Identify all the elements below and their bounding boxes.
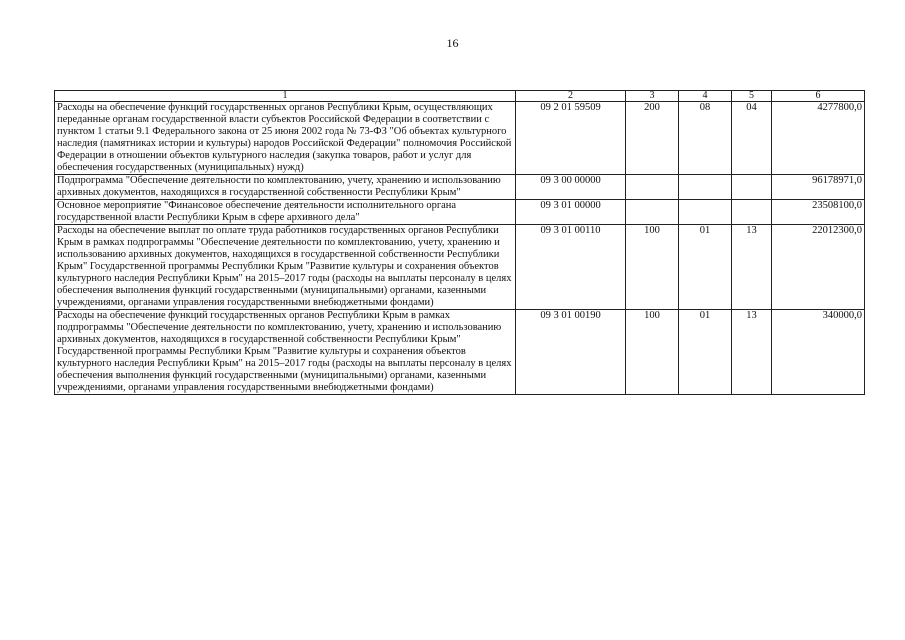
row-col4 bbox=[679, 175, 732, 200]
row-amount: 22012300,0 bbox=[772, 225, 865, 310]
row-code: 09 2 01 59509 bbox=[516, 102, 626, 175]
header-col-1: 1 bbox=[55, 91, 516, 102]
row-col5: 04 bbox=[732, 102, 772, 175]
header-col-4: 4 bbox=[679, 91, 732, 102]
row-col5: 13 bbox=[732, 310, 772, 395]
row-col5: 13 bbox=[732, 225, 772, 310]
table-row bbox=[55, 175, 865, 200]
row-col3 bbox=[626, 175, 679, 200]
row-code: 09 3 00 00000 bbox=[516, 175, 626, 200]
row-col4 bbox=[679, 200, 732, 225]
row-col4: 08 bbox=[679, 102, 732, 175]
header-col-5: 5 bbox=[732, 91, 772, 102]
row-col5 bbox=[732, 175, 772, 200]
budget-table bbox=[54, 90, 865, 395]
row-col4: 01 bbox=[679, 310, 732, 395]
row-col3: 200 bbox=[626, 102, 679, 175]
header-col-2: 2 bbox=[516, 91, 626, 102]
row-col3 bbox=[626, 200, 679, 225]
table-row bbox=[55, 102, 865, 175]
row-description: Расходы на обеспечение выплат по оплате труда работников государственных органов Республики Крым в рамках подпрограммы "Обеспечение деятельности по комплектованию, учету, хранению и использованию архивных документов, находящихся в государственной собственности Республики Крым" Государственной программы Республики Крым "Развитие культуры и сохранения объектов культурного наследия Республики Крым" на 2015–2017 годы (расходы на выплаты персоналу в целях обеспечения выполнения функций государственными (муниципальными) органами, казенными учреждениями, органами управления государственными внебюджетными фондами) bbox=[55, 225, 516, 310]
table-header-row bbox=[55, 91, 865, 102]
row-col5 bbox=[732, 200, 772, 225]
row-code: 09 3 01 00000 bbox=[516, 200, 626, 225]
header-col-3: 3 bbox=[626, 91, 679, 102]
row-col3: 100 bbox=[626, 225, 679, 310]
row-col4: 01 bbox=[679, 225, 732, 310]
row-amount: 96178971,0 bbox=[772, 175, 865, 200]
table-row bbox=[55, 200, 865, 225]
row-description: Расходы на обеспечение функций государственных органов Республики Крым в рамках подпрограммы "Обеспечение деятельности по комплектованию, учету, хранению и использованию архивных документов, находящихся в государственной собственности Республики Крым" Государственной программы Республики Крым "Развитие культуры и сохранения объектов культурного наследия Республики Крым" на 2015–2017 годы (расходы на выплаты персоналу в целях обеспечения выполнения функций государственными (муниципальными) органами, казенными учреждениями, органами управления государственными внебюджетными фондами) bbox=[55, 310, 516, 395]
page-number: 16 bbox=[446, 36, 459, 50]
row-amount: 23508100,0 bbox=[772, 200, 865, 225]
row-description: Расходы на обеспечение функций государственных органов Республики Крым, осуществляющих переданные органам государственной власти субъектов Российской Федерации в соответствии с пунктом 1 статьи 9.1 Федерального закона от 25 июня 2002 года № 73-ФЗ "Об объектах культурного наследия (памятниках истории и культуры) народов Российской Федерации" полномочия Российской Федерации в отношении объектов культурного наследия (закупка товаров, работ и услуг для обеспечения государственных (муниципальных) нужд) bbox=[55, 102, 516, 175]
row-description: Подпрограмма "Обеспечение деятельности по комплектованию, учету, хранению и использованию архивных документов, находящихся в государственной собственности Республики Крым" bbox=[55, 175, 516, 200]
row-amount: 4277800,0 bbox=[772, 102, 865, 175]
header-col-6: 6 bbox=[772, 91, 865, 102]
row-col3: 100 bbox=[626, 310, 679, 395]
table-row bbox=[55, 310, 865, 395]
row-description: Основное мероприятие "Финансовое обеспечение деятельности исполнительного органа государственной власти Республики Крым в сфере архивного дела" bbox=[55, 200, 516, 225]
row-code: 09 3 01 00190 bbox=[516, 310, 626, 395]
row-code: 09 3 01 00110 bbox=[516, 225, 626, 310]
row-amount: 340000,0 bbox=[772, 310, 865, 395]
table-row bbox=[55, 225, 865, 310]
